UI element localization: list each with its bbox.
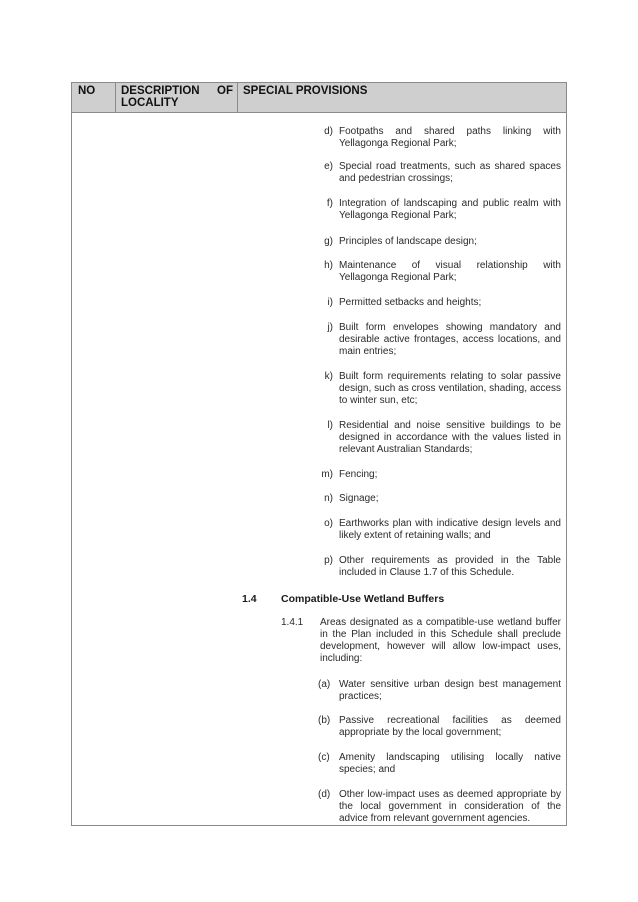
list-item-marker: h): [324, 260, 333, 271]
list-item-text: Fencing;: [339, 469, 378, 480]
list-item-text: Earthworks plan with indicative design levels and likely extent of retaining walls; and: [339, 518, 561, 541]
list-item-marker: i): [327, 297, 333, 308]
list-item-text: Principles of landscape design;: [339, 236, 477, 247]
list-item-text: Other requirements as provided in the Table included in Clause 1.7 of this Schedule.: [339, 555, 561, 578]
sub-item-marker: (b): [318, 715, 331, 726]
sub-item-marker: (d): [318, 789, 331, 800]
list-item-marker: e): [324, 161, 333, 172]
sub-item-marker: (a): [318, 679, 331, 690]
list-item-text: Maintenance of visual relationship with Yellagonga Regional Park;: [339, 260, 561, 283]
sub-item-text: Other low-impact uses as deemed appropriate by the local government in consideration of the advice from relevant government agencies.: [339, 789, 561, 824]
list-item-text: Footpaths and shared paths linking with Yellagonga Regional Park;: [339, 126, 561, 149]
list-item-text: Built form envelopes showing mandatory and desirable active frontages, access locations, and main entries;: [339, 322, 561, 357]
sub-item-text: Passive recreational facilities as deemed appropriate by the local government;: [339, 715, 561, 738]
column-divider: [115, 83, 116, 113]
table-header: [72, 83, 566, 113]
column-divider: [237, 83, 238, 113]
list-item-marker: j): [327, 322, 333, 333]
clause-text: Areas designated as a compatible-use wetland buffer in the Plan included in this Schedule shall preclude development, however will allow low-impact uses, including:: [320, 617, 561, 664]
sub-item-text: Water sensitive urban design best management practices;: [339, 679, 561, 702]
list-item-text: Residential and noise sensitive buildings to be designed in accordance with the values listed in relevant Australian Standards;: [339, 420, 561, 455]
list-item-marker: d): [324, 126, 333, 137]
list-item-marker: l): [327, 420, 333, 431]
list-item-marker: k): [324, 371, 333, 382]
list-item-text: Permitted setbacks and heights;: [339, 297, 482, 308]
sub-item-marker: (c): [318, 752, 330, 763]
list-item-marker: p): [324, 555, 333, 566]
list-item-marker: g): [324, 236, 333, 247]
list-item-text: Special road treatments, such as shared spaces and pedestrian crossings;: [339, 161, 561, 184]
header-no: NO: [78, 85, 96, 97]
list-item-marker: o): [324, 518, 333, 529]
section-title: Compatible-Use Wetland Buffers: [281, 593, 445, 605]
section-number: 1.4: [242, 593, 257, 605]
list-item-text: Built form requirements relating to solar passive design, such as cross ventilation, shading, access to winter sun, etc;: [339, 371, 561, 406]
header-description: DESCRIPTION OF LOCALITY: [121, 85, 233, 109]
list-item-marker: n): [324, 493, 333, 504]
clause-number: 1.4.1: [281, 617, 304, 628]
list-item-text: Signage;: [339, 493, 379, 504]
list-item-marker: f): [326, 198, 333, 209]
list-item-text: Integration of landscaping and public realm with Yellagonga Regional Park;: [339, 198, 561, 221]
header-special-provisions: SPECIAL PROVISIONS: [243, 85, 368, 97]
sub-item-text: Amenity landscaping utilising locally native species; and: [339, 752, 561, 775]
list-item-marker: m): [321, 469, 333, 480]
